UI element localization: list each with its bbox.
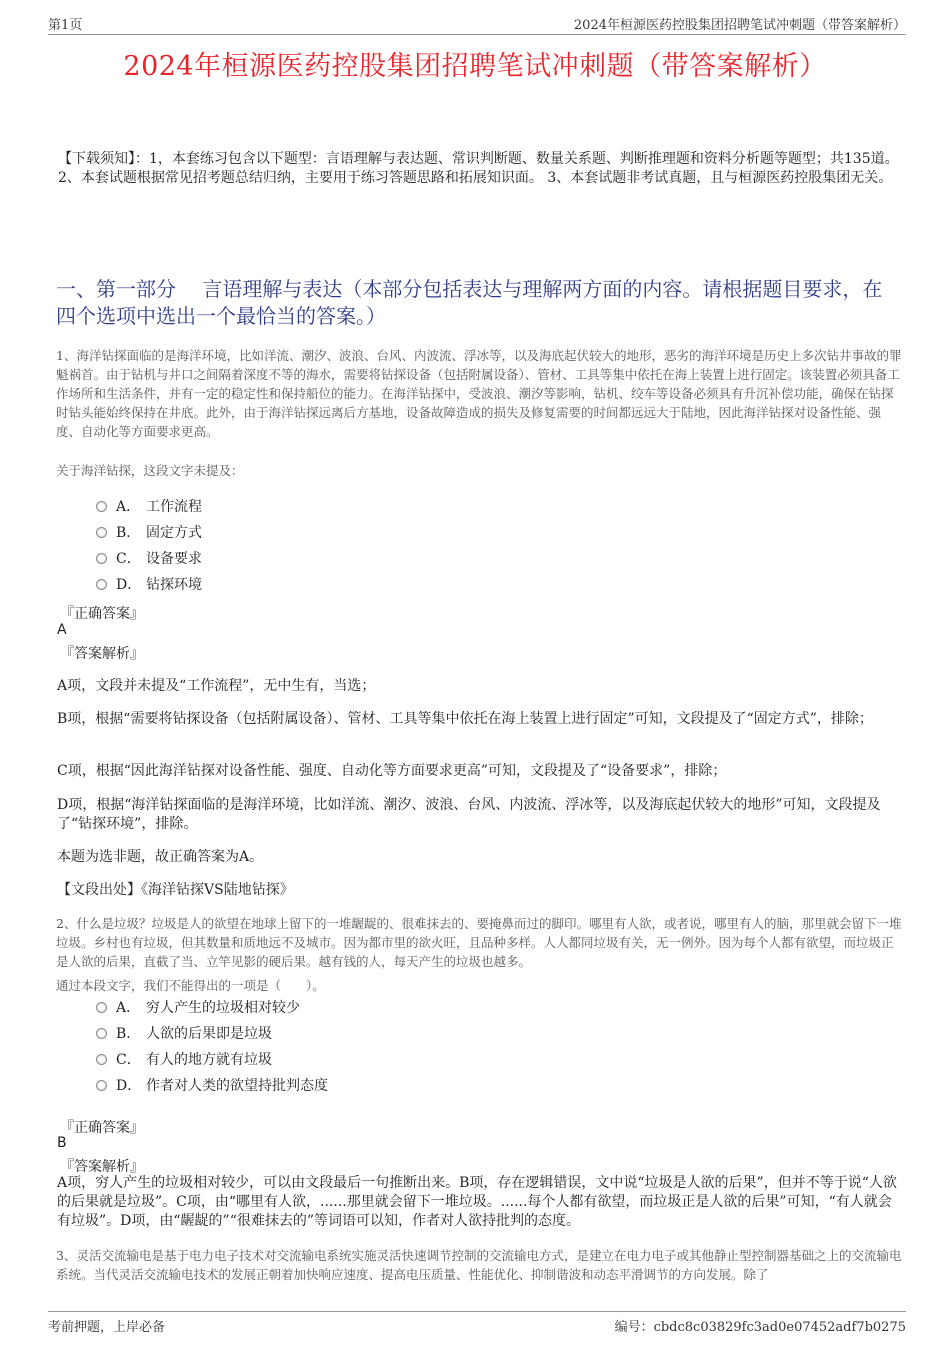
radio-icon[interactable] <box>96 553 107 564</box>
download-notice: 【下载须知】：1，本套练习包含以下题型：言语理解与表达题、常识判断题、数量关系题、判断推理题和资料分析题等题型；共135道。 2、本套试题根据常见招考题总结归纳，主要用于练习答题思路和拓展知识面。 3、本套试题非考试真题，且与桓源医药控股集团无关。 <box>58 151 899 186</box>
answer-label: 『正确答案』 <box>60 1120 144 1136</box>
question-3-text: 3、灵活交流输电是基于电力电子技术对交流输电系统实施灵活快速调节控制的交流输电方式，是建立在电力电子或其他静止型控制器基础之上的交流输电系统。当代灵活交流输电技术的发展正朝着加快响应速度、提高电压质量、性能优化、抑制谐波和动态平滑调节的方向发展。除了 <box>56 1248 902 1282</box>
option-a[interactable]: A． 穷人产生的垃圾相对较少 <box>96 994 328 1020</box>
radio-icon[interactable] <box>96 527 107 538</box>
question-2-text: 2、什么是垃圾？垃圾是人的欲望在地球上留下的一堆龌龊的、很难抹去的、要掩鼻而过的脚印。哪里有人欲，或者说，哪里有人的脑，那里就会留下一堆垃圾。乡村也有垃圾，但其数量和质地远不及城市。因为都市里的欲火旺，且品种多样。人人都同垃圾有关，无一例外。因为每个人都有欲望，而垃圾正是人欲的后果，直截了当、立竿见影的硬后果。越有钱的人，每天产生的垃圾也越多。 <box>56 916 902 969</box>
header-doc-title: 2024年桓源医药控股集团招聘笔试冲刺题（带答案解析） <box>573 18 906 33</box>
analysis-a: A项，文段并未提及“工作流程”，无中生有，当选； <box>57 678 376 694</box>
analysis-text: A项，穷人产生的垃圾相对较少，可以由文段最后一句推断出来。B项，存在逻辑错误，文中说“垃圾是人欲的后果”，但并不等于说“人欲的后果就是垃圾”。C项，由“哪里有人欲，......那里就会留下一堆垃圾。......每个人都有欲望，而垃圾正是人欲的后果”可知，“有人就会有垃圾”。D项，由“龌龊的”“很难抹去的”等词语可以知，作者对人欲持批判的态度。 <box>57 1175 897 1229</box>
radio-icon[interactable] <box>96 579 107 590</box>
question-2-options <box>96 994 328 1098</box>
analysis-label: 『答案解析』 <box>60 1159 144 1175</box>
analysis-d: D项，根据“海洋钻探面临的是海洋环境，比如洋流、潮汐、波浪、台风、内波流、浮冰等，以及海底起伏较大的地形”可知，文段提及了“钻探环境”，排除。 <box>57 797 881 832</box>
option-a[interactable]: A． 工作流程 <box>96 493 202 519</box>
option-d[interactable]: D． 钻探环境 <box>96 571 202 597</box>
radio-icon[interactable] <box>96 501 107 512</box>
analysis-conclusion: 本题为选非题，故正确答案为A。 <box>57 849 264 865</box>
answer-label: 『正确答案』 <box>60 606 144 622</box>
answer-value: A <box>57 622 67 638</box>
question-1-prompt: 关于海洋钻探，这段文字未提及： <box>56 463 244 478</box>
analysis-c: C项，根据“因此海洋钻探对设备性能、强度、自动化等方面要求更高”可知，文段提及了“设备要求”，排除； <box>57 763 727 779</box>
page-header <box>48 12 906 35</box>
question-1-text: 1、海洋钻探面临的是海洋环境，比如洋流、潮汐、波浪、台风、内波流、浮冰等，以及海底起伏较大的地形，恶劣的海洋环境是历史上多次钻井事故的罪魁祸首。由于钻机与井口之间隔着深度不等的海水，需要将钻探设备（包括附属设备）、管材、工具等集中依托在海上装置上进行固定。该装置必须具备工作场所和生活条件，并有一定的稳定性和保持船位的能力。在海洋钻探中，受波浪、潮汐等影响，钻机、绞车等设备必须具有升沉补偿功能，确保在钻探时钻头能始终保持在井底。此外，由于海洋钻探远离后方基地，设备故障造成的损失及修复需要的时间都远远大于陆地，因此海洋钻探对设备性能、强度、自动化等方面要求更高。 <box>56 348 902 439</box>
option-d[interactable]: D． 作者对人类的欲望持批判态度 <box>96 1072 328 1098</box>
question-2-prompt: 通过本段文字，我们不能得出的一项是（ ）。 <box>56 978 325 993</box>
option-b[interactable]: B． 固定方式 <box>96 519 202 545</box>
question-1-options <box>96 493 202 597</box>
source-citation: 【文段出处】《海洋钻探VS陆地钻探》 <box>57 882 294 898</box>
page-number: 第1页 <box>48 18 83 33</box>
option-c[interactable]: C． 有人的地方就有垃圾 <box>96 1046 328 1072</box>
option-b[interactable]: B． 人欲的后果即是垃圾 <box>96 1020 328 1046</box>
document-title: 2024年桓源医药控股集团招聘笔试冲刺题（带答案解析） <box>123 51 827 82</box>
document-id: 编号：cbdc8c03829fc3ad0e07452adf7b0275 <box>614 1320 906 1335</box>
analysis-b: B项，根据“需要将钻探设备（包括附属设备）、管材、工具等集中依托在海上装置上进行固定”可知，文段提及了“固定方式”，排除； <box>57 711 873 727</box>
radio-icon[interactable] <box>96 1080 107 1091</box>
option-c[interactable]: C． 设备要求 <box>96 545 202 571</box>
answer-value: B <box>57 1135 67 1151</box>
radio-icon[interactable] <box>96 1028 107 1039</box>
analysis-label: 『答案解析』 <box>60 646 144 662</box>
page-footer <box>48 1311 906 1338</box>
radio-icon[interactable] <box>96 1002 107 1013</box>
radio-icon[interactable] <box>96 1054 107 1065</box>
footer-slogan: 考前押题，上岸必备 <box>48 1320 166 1335</box>
section-heading: 一、第一部分 言语理解与表达（本部分包括表达与理解两方面的内容。请根据题目要求，在四个选项中选出一个最恰当的答案。） <box>56 277 883 328</box>
